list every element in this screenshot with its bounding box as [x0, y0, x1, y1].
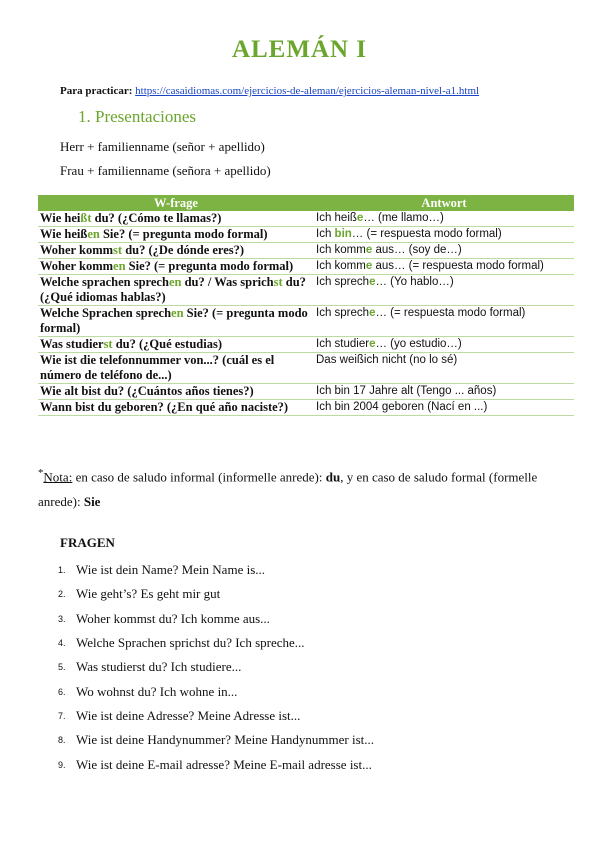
answer-cell [314, 259, 574, 275]
verb-ending: en [87, 227, 100, 241]
list-number: 6. [58, 686, 66, 697]
practice-line [60, 85, 479, 97]
list-item [58, 752, 374, 776]
cell-text: Was studier [40, 337, 104, 351]
verb-ending: e [356, 212, 364, 224]
cell-text: Sie? (= pregunta modo formal) [99, 227, 268, 241]
verb-ending: st [113, 243, 123, 257]
cell-text: … (me llamo…) [363, 212, 444, 224]
answer-cell [314, 306, 574, 337]
verb-ending: e [369, 338, 376, 350]
table-row [38, 384, 574, 400]
rule-herr: Herr + familienname (señor + apellido) [60, 139, 265, 154]
cell-text: Ich bin 2004 geboren (Nací en ...) [316, 401, 488, 413]
list-number: 3. [58, 613, 66, 624]
cell-text: Ich [316, 228, 335, 240]
cell-text: Wie heiß [40, 227, 88, 241]
table-row [38, 337, 574, 353]
cell-text: Ich sprech [316, 276, 370, 288]
list-item [58, 607, 374, 631]
cell-text: Wann bist du geboren? (¿En qué año naciste?) [40, 400, 289, 414]
cell-text: du? (¿De dónde eres?) [122, 243, 245, 257]
question-cell [38, 400, 314, 416]
list-item-text: Wo wohnst du? Ich wohne in... [76, 683, 238, 699]
note-label: Nota: [43, 469, 73, 485]
wfrage-table [38, 195, 574, 416]
cell-text: … (= respuesta modo formal) [375, 307, 526, 319]
cell-text: Wie hei [40, 211, 81, 225]
list-number: 7. [58, 710, 66, 721]
cell-text: … (Yo hablo…) [375, 276, 454, 288]
answer-cell [314, 400, 574, 416]
cell-text: Woher komm [40, 243, 114, 257]
cell-text: Sie? (= pregunta modo formal) [125, 259, 294, 273]
cell-text: Ich komm [316, 244, 366, 256]
question-cell [38, 259, 314, 275]
list-number: 5. [58, 662, 66, 673]
note-text-2: , y en caso de saludo formal (formelle anrede): [38, 469, 538, 510]
table-row [38, 306, 574, 337]
answer-cell [314, 211, 574, 227]
cell-text: aus… (soy de…) [372, 244, 462, 256]
list-number: 1. [58, 565, 66, 576]
cell-text: aus… (= respuesta modo formal) [372, 260, 544, 272]
verb-ending: ßt [80, 211, 92, 225]
answer-cell [314, 337, 574, 353]
cell-text: Welche sprachen sprech [40, 275, 169, 289]
practice-link[interactable]: https://casaidiomas.com/ejercicios-de-aleman/ejercicios-aleman-nivel-a1.html [135, 85, 480, 97]
cell-text: Sie? (= pregunta modo formal) [40, 306, 308, 335]
cell-text: Wie alt bist du? (¿Cuántos años tienes?) [40, 384, 254, 398]
question-cell [38, 227, 314, 243]
note-du: du [325, 469, 341, 485]
fragen-heading: FRAGEN [60, 535, 115, 550]
verb-ending: e [365, 244, 373, 256]
list-item-text: Wie ist deine E-mail adresse? Meine E-mail adresse ist... [76, 756, 372, 772]
cell-text: du? (¿Cómo te llamas?) [91, 211, 222, 225]
question-cell [38, 353, 314, 384]
cell-text: du? (¿Qué estudias) [112, 337, 222, 351]
cell-text: Ich bin 17 Jahre alt (Tengo ... años) [316, 385, 497, 397]
list-item-text: Was studierst du? Ich studiere... [76, 659, 242, 675]
cell-text: Wie ist die telefonnummer von...? (cuál es el número de teléfono de...) [40, 353, 275, 382]
cell-text: Ich studier [316, 338, 370, 350]
verb-ending: st [103, 337, 113, 351]
list-item-text: Wie ist deine Adresse? Meine Adresse ist... [76, 707, 301, 723]
list-item-text: Wie ist dein Name? Mein Name is... [76, 562, 266, 578]
verb-ending: e [369, 276, 376, 288]
cell-text: Ich sprech [316, 307, 370, 319]
cell-text: … (= respuesta modo formal) [351, 228, 502, 240]
list-item-text: Wie geht’s? Es geht mir gut [76, 586, 221, 602]
table-row [38, 353, 574, 384]
list-number: 2. [58, 589, 66, 600]
answer-cell [314, 384, 574, 400]
note-paragraph: *Nota: en caso de saludo informal (informelle anrede): du, y en caso de saludo formal (formelle anrede): Sie [38, 467, 538, 510]
question-cell [38, 306, 314, 337]
verb-ending: en [168, 275, 182, 289]
cell-text: Ich heiß [316, 212, 357, 224]
answer-cell [314, 353, 574, 384]
list-item [58, 558, 374, 582]
cell-text: Woher komm [40, 259, 114, 273]
verb-ending: e [365, 260, 373, 272]
cell-text: Ich komm [316, 260, 366, 272]
list-item [58, 679, 374, 703]
cell-text: Welche Sprachen sprech [40, 306, 172, 320]
cell-text: du? (¿Qué idiomas hablas?) [40, 275, 306, 304]
answer-cell [314, 243, 574, 259]
fragen-list [58, 558, 374, 777]
verb-ending: en [113, 259, 126, 273]
question-cell [38, 384, 314, 400]
header-antwort: Antwort [314, 195, 574, 211]
practice-label: Para practicar: [60, 85, 133, 97]
answer-cell [314, 275, 574, 306]
document-title: ALEMÁN I [231, 36, 368, 63]
question-cell [38, 243, 314, 259]
table-row [38, 243, 574, 259]
list-item [58, 728, 374, 752]
verb-ending: e [369, 307, 376, 319]
cell-text: … (yo estudio…) [375, 338, 462, 350]
cell-text: du? / Was sprich [181, 275, 274, 289]
question-cell [38, 337, 314, 353]
table-row [38, 275, 574, 306]
note-text-1: en caso de saludo informal (informelle anrede): [72, 469, 326, 485]
question-cell [38, 211, 314, 227]
answer-cell [314, 227, 574, 243]
list-number: 8. [58, 735, 66, 746]
rule-frau: Frau + familienname (señora + apellido) [60, 163, 271, 178]
verb-ending: en [171, 306, 184, 320]
verb-ending: st [273, 275, 283, 289]
list-number: 9. [58, 759, 66, 770]
table-row [38, 227, 574, 243]
list-item-text: Woher kommst du? Ich komme aus... [76, 610, 270, 626]
question-cell [38, 275, 314, 306]
table-header-row [38, 195, 574, 211]
list-item-text: Welche Sprachen sprichst du? Ich spreche... [76, 635, 305, 651]
verb-ending: bin [334, 228, 352, 240]
list-item [58, 631, 374, 655]
section-title: 1. Presentaciones [78, 107, 197, 126]
header-wfrage: W-frage [38, 195, 314, 211]
list-item [58, 704, 374, 728]
table-row [38, 400, 574, 416]
table-row [38, 211, 574, 227]
list-item-text: Wie ist deine Handynummer? Meine Handynummer ist... [76, 732, 375, 748]
list-item [58, 582, 374, 606]
cell-text: Das weißich nicht (no lo sé) [316, 354, 458, 366]
note-sie: Sie [83, 494, 101, 510]
list-number: 4. [58, 638, 66, 649]
list-item [58, 655, 374, 679]
table-row [38, 259, 574, 275]
